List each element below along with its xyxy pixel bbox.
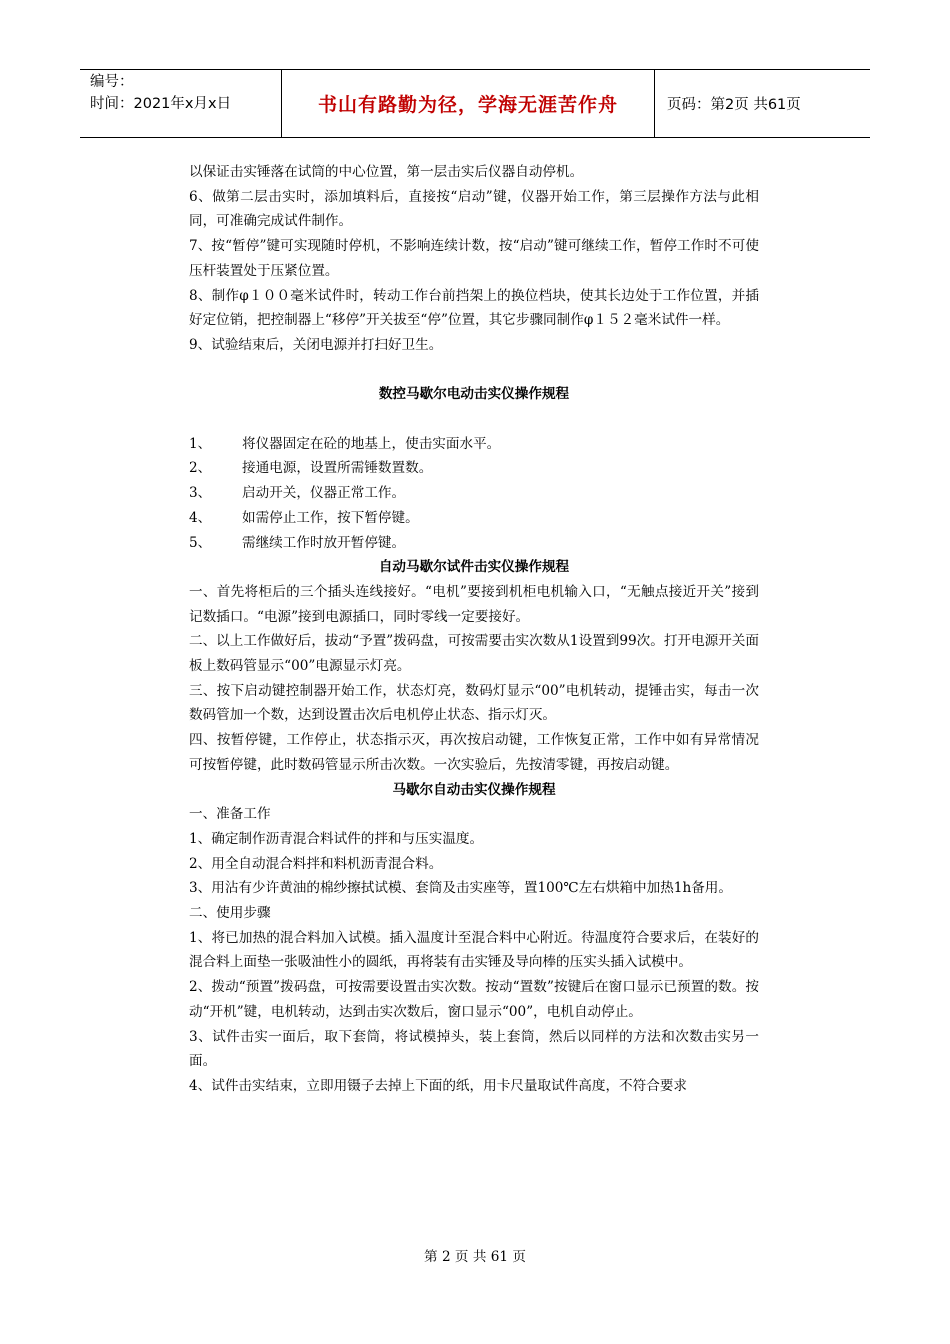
body-paragraph: 1、确定制作沥青混合料试件的拌和与压实温度。 [189, 830, 484, 847]
body-paragraph: 2、用全自动混合料拌和料机沥青混合料。 [189, 855, 443, 872]
numbered-item [189, 531, 759, 556]
numbered-item [189, 506, 759, 531]
body-paragraph: 4、试件击实结束，立即用镊子去掉上下面的纸，用卡尺量取试件高度，不符合要求 [189, 1077, 688, 1094]
page-footer [0, 1245, 950, 1265]
numbered-item [189, 456, 759, 481]
item-number: 4、 [189, 509, 212, 526]
body-paragraph: 二、以上工作做好后，拔动“予置”拨码盘，可按需要击实次数从1设置到99次。打开电源开关面板上数码管显示“00”电源显示灯亮。 [189, 633, 759, 675]
header-motto: 书山有路勤为径，学海无涯苦作舟 [317, 94, 618, 116]
page-header [80, 69, 870, 138]
numbered-item [189, 481, 759, 506]
body-paragraph: 三、按下启动键控制器开始工作，状态灯亮，数码灯显示“00”电机转动，提锤击实，每击一次数码管加一个数，达到设置击次后电机停止状态、指示灯灭。 [189, 682, 759, 724]
section-heading: 数控马歇尔电动击实仪操作规程 [378, 386, 570, 403]
document-date-label: 时间：2021年x月x日 [90, 96, 232, 112]
body-paragraph: 8、制作φ１００毫米试件时，转动工作台前挡架上的换位档块，使其长边处于工作位置，并插好定位销，把控制器上“移停”开关拔至“停”位置，其它步骤同制作φ１５２毫米试件一样。 [189, 287, 759, 329]
body-paragraph: 3、用沾有少许黄油的棉纱擦拭试模、套筒及击实座等，置100℃左右烘箱中加热1h备用。 [189, 880, 732, 897]
item-text: 需继续工作时放开暂停键。 [242, 534, 406, 551]
body-paragraph: 9、试验结束后，关闭电源并打扫好卫生。 [189, 336, 443, 353]
footer-page-number: 第 2 页 共 61 页 [424, 1249, 526, 1265]
header-meta-cell [80, 70, 282, 137]
item-text: 启动开关，仪器正常工作。 [242, 485, 406, 502]
numbered-item [189, 432, 759, 457]
item-number: 1、 [189, 435, 212, 452]
body-paragraph: 一、准备工作 [189, 806, 271, 823]
body-paragraph: 3、试件击实一面后，取下套筒，将试模掉头，装上套筒，然后以同样的方法和次数击实另一面。 [189, 1028, 759, 1070]
item-number: 3、 [189, 485, 212, 502]
header-page-code: 页码：第2页 共61页 [667, 97, 801, 113]
document-number-label: 编号： [90, 74, 134, 90]
body-paragraph: 以保证击实锤落在试筒的中心位置，第一层击实后仪器自动停机。 [189, 164, 584, 180]
item-text: 接通电源，设置所需锤数置数。 [242, 460, 433, 477]
section-heading: 自动马歇尔试件击实仪操作规程 [378, 559, 570, 576]
body-paragraph: 二、使用步骤 [189, 905, 271, 922]
body-paragraph: 一、首先将柜后的三个插头连线接好。“电机”要接到机柜电机输入口，“无触点接近开关”接到记数插口。“电源”接到电源插口，同时零线一定要接好。 [189, 583, 759, 625]
header-page-cell [655, 70, 870, 137]
body-paragraph: 1、将已加热的混合料加入试模。插入温度计至混合料中心附近。待温度符合要求后，在装好的混合料上面垫一张吸油性小的圆纸，再将装有击实锤及导向棒的压实头插入试模中。 [189, 929, 759, 971]
body-paragraph: 6、做第二层击实时，添加填料后，直接按“启动”键，仪器开始工作，第三层操作方法与此相同，可准确完成试件制作。 [189, 188, 759, 230]
header-motto-cell [282, 70, 655, 137]
body-paragraph: 2、拨动“预置”拨码盘，可按需要设置击实次数。按动“置数”按键后在窗口显示已预置的数。按动“开机”键，电机转动，达到击实次数后，窗口显示“00”，电机自动停止。 [189, 979, 759, 1020]
body-paragraph: 7、按“暂停”键可实现随时停机，不影响连续计数，按“启动”键可继续工作，暂停工作时不可使压杆装置处于压紧位置。 [189, 238, 759, 279]
item-text: 如需停止工作，按下暂停键。 [242, 509, 419, 526]
document-body [189, 160, 759, 1099]
item-number: 5、 [189, 534, 212, 551]
item-text: 将仪器固定在砼的地基上，使击实面水平。 [242, 435, 501, 452]
section-heading: 马歇尔自动击实仪操作规程 [392, 781, 556, 798]
body-paragraph: 四、按暂停键，工作停止，状态指示灭，再次按启动键，工作恢复正常，工作中如有异常情况可按暂停键，此时数码管显示所击次数。一次实验后，先按清零键，再按启动键。 [189, 732, 759, 773]
item-number: 2、 [189, 460, 212, 477]
